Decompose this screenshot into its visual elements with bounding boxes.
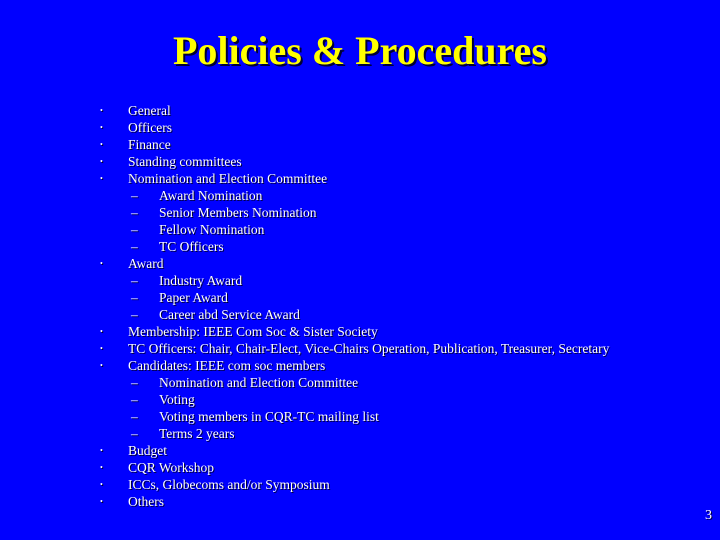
sub-list-item	[0, 204, 720, 221]
list-item	[0, 459, 628, 476]
dash-icon: –	[131, 222, 138, 237]
list-item-text: Nomination and Election Committee	[128, 171, 328, 186]
list-item	[0, 255, 628, 272]
bullet-icon: •	[100, 327, 103, 336]
list-item	[0, 136, 628, 153]
list-item-text: Industry Award	[159, 273, 243, 288]
list-item-text: Career abd Service Award	[159, 307, 300, 322]
dash-icon: –	[131, 239, 138, 254]
dash-icon: –	[131, 273, 138, 288]
list-item	[0, 340, 628, 357]
list-item	[0, 493, 628, 510]
dash-icon: –	[131, 426, 138, 441]
list-item	[0, 102, 628, 119]
slide-title: Policies & Procedures	[173, 28, 547, 73]
bullet-list	[0, 102, 720, 510]
list-item-text: Officers	[128, 120, 172, 135]
dash-icon: –	[131, 375, 138, 390]
list-item	[0, 442, 628, 459]
list-item-text: Award Nomination	[159, 188, 263, 203]
page-number: 3	[705, 508, 712, 523]
list-item-text: Voting members in CQR-TC mailing list	[159, 409, 379, 424]
sub-list-item	[0, 272, 720, 289]
list-item-text: Award	[128, 256, 164, 271]
list-item-text: Membership: IEEE Com Soc & Sister Society	[128, 324, 378, 339]
list-item-text: TC Officers	[159, 239, 224, 254]
list-item-text: Terms 2 years	[159, 426, 235, 441]
list-item-text: CQR Workshop	[128, 460, 215, 475]
bullet-icon: •	[100, 361, 103, 370]
list-item-text: Nomination and Election Committee	[159, 375, 359, 390]
dash-icon: –	[131, 205, 138, 220]
list-item-text: Candidates: IEEE com soc members	[128, 358, 326, 373]
list-item-text: TC Officers: Chair, Chair-Elect, Vice-Chairs Operation, Publication, Treasurer, Secretary	[128, 341, 610, 356]
bullet-icon: •	[100, 480, 103, 489]
list-item	[0, 153, 628, 170]
list-item-text: Budget	[128, 443, 167, 458]
dash-icon: –	[131, 409, 138, 424]
list-item	[0, 170, 628, 187]
bullet-icon: •	[100, 497, 103, 506]
list-item-text: Finance	[128, 137, 171, 152]
sub-list-item	[0, 306, 720, 323]
bullet-icon: •	[100, 259, 103, 268]
bullet-icon: •	[100, 157, 103, 166]
sub-list-item	[0, 374, 720, 391]
list-item-text: Standing committees	[128, 154, 242, 169]
sub-list-item	[0, 391, 720, 408]
sub-list-item	[0, 221, 720, 238]
list-item-text: Senior Members Nomination	[159, 205, 317, 220]
bullet-icon: •	[100, 140, 103, 149]
dash-icon: –	[131, 188, 138, 203]
sub-list-item	[0, 238, 720, 255]
list-item-text: ICCs, Globecoms and/or Symposium	[128, 477, 330, 492]
bullet-icon: •	[100, 463, 103, 472]
dash-icon: –	[131, 290, 138, 305]
bullet-icon: •	[100, 174, 103, 183]
list-item-text: Paper Award	[159, 290, 228, 305]
list-item	[0, 357, 628, 374]
bullet-icon: •	[100, 344, 103, 353]
list-item	[0, 476, 628, 493]
bullet-icon: •	[100, 106, 103, 115]
list-item	[0, 119, 628, 136]
dash-icon: –	[131, 307, 138, 322]
list-item-text: Voting	[159, 392, 195, 407]
list-item	[0, 323, 628, 340]
sub-list-item	[0, 187, 720, 204]
bullet-icon: •	[100, 446, 103, 455]
bullet-icon: •	[100, 123, 103, 132]
list-item-text: Fellow Nomination	[159, 222, 265, 237]
list-item-text: Others	[128, 494, 164, 509]
sub-list-item	[0, 408, 720, 425]
dash-icon: –	[131, 392, 138, 407]
sub-list-item	[0, 289, 720, 306]
sub-list-item	[0, 425, 720, 442]
list-item-text: General	[128, 103, 171, 118]
